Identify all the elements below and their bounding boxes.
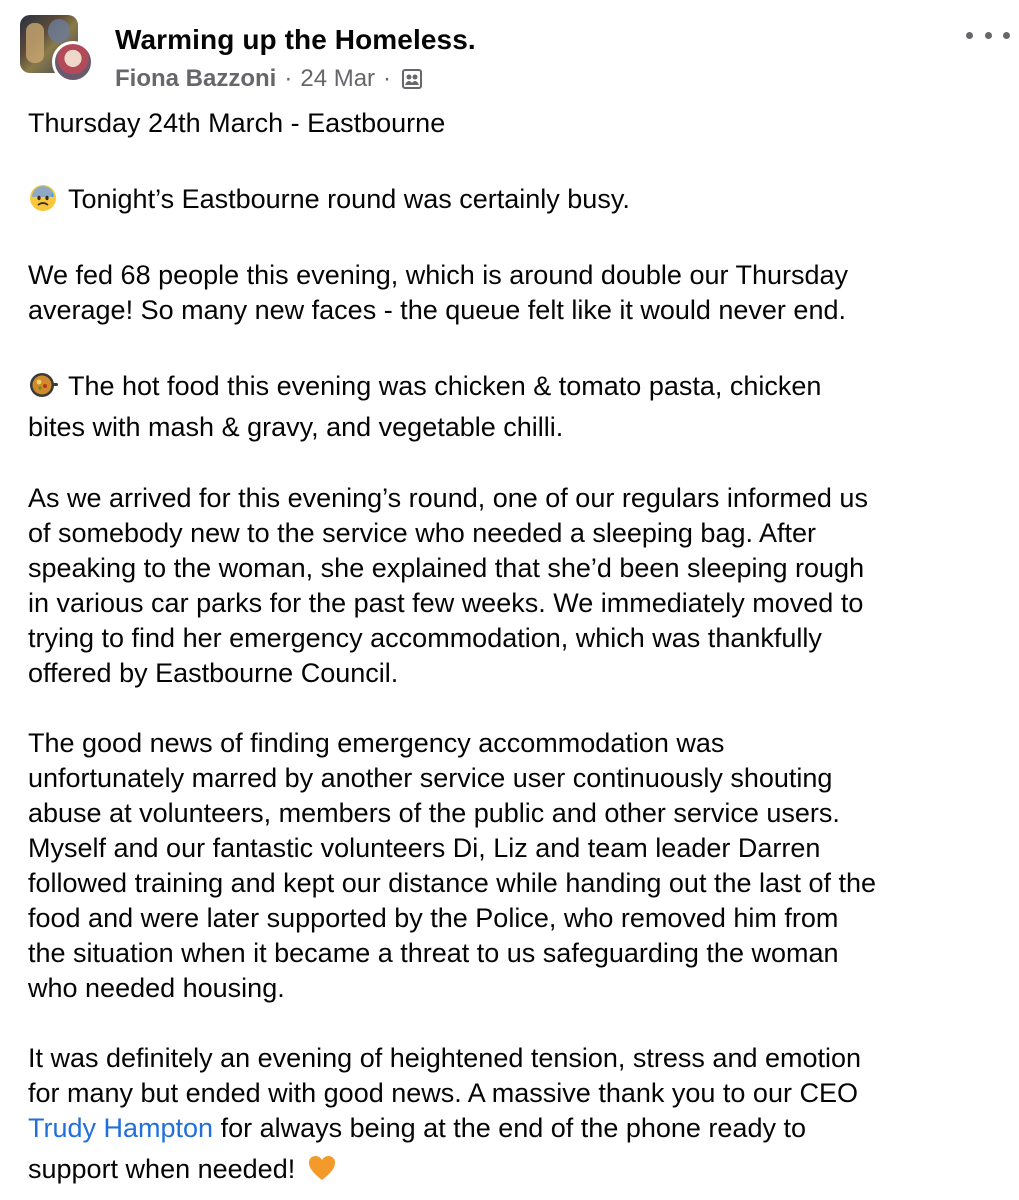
post-line: in various car parks for the past few weeks. We immediately moved to — [28, 588, 864, 618]
more-options-icon — [1003, 32, 1010, 39]
post-line-text: for always being at the end of the phone ready to — [213, 1113, 806, 1143]
post-line: who needed housing. — [28, 973, 285, 1003]
more-options-icon — [966, 32, 973, 39]
post-line: As we arrived for this evening’s round, one of our regulars informed us — [28, 483, 868, 513]
more-options-icon — [985, 32, 992, 39]
meta-separator: · — [284, 65, 293, 92]
post-line: offered by Eastbourne Council. — [28, 658, 399, 688]
post-paragraph — [28, 1041, 1003, 1187]
post-paragraph — [28, 726, 1003, 1006]
post-line: We fed 68 people this evening, which is around double our Thursday — [28, 260, 849, 290]
group-avatar-figure — [26, 23, 44, 63]
post-line: followed training and kept our distance while handing out the last of the — [28, 868, 877, 898]
author-avatar[interactable] — [52, 41, 94, 83]
post-line: the situation when it became a threat to us safeguarding the woman — [28, 938, 839, 968]
post-line: for many but ended with good news. A massive thank you to our CEO — [28, 1078, 858, 1108]
post-line: trying to find her emergency accommodation, which was thankfully — [28, 623, 822, 653]
post-body — [28, 106, 1003, 1187]
meta-separator: · — [383, 65, 392, 92]
group-members-icon — [401, 68, 423, 90]
author-name[interactable]: Fiona Bazzoni — [115, 65, 277, 92]
post-meta — [115, 64, 423, 94]
post-line: food and were later supported by the Police, who removed him from — [28, 903, 839, 933]
post-paragraph — [28, 481, 1003, 691]
post-line: The hot food this evening was chicken & tomato pasta, chicken — [68, 371, 822, 401]
post-line: Tonight’s Eastbourne round was certainly busy. — [68, 184, 630, 214]
mention-link[interactable]: Trudy Hampton — [28, 1113, 214, 1143]
post-line: It was definitely an evening of heightened tension, stress and emotion — [28, 1043, 862, 1073]
orange-heart-icon — [307, 1153, 337, 1183]
post-header — [0, 0, 1019, 100]
anxious-face-with-sweat-icon — [28, 183, 58, 213]
post-line-text: support when needed! — [28, 1154, 296, 1184]
more-options-button[interactable] — [966, 20, 1010, 50]
post-line: of somebody new to the service who needed a sleeping bag. After — [28, 518, 817, 548]
shallow-pan-of-food-icon — [28, 370, 58, 400]
post-paragraph — [28, 369, 1003, 404]
post-line — [28, 1152, 1003, 1187]
post-line — [28, 1111, 1003, 1146]
post-line: speaking to the woman, she explained that she’d been sleeping rough — [28, 553, 865, 583]
group-name[interactable]: Warming up the Homeless. — [115, 24, 476, 55]
post-line: Thursday 24th March - Eastbourne — [28, 108, 446, 138]
post-line: average! So many new faces - the queue felt like it would never end. — [28, 295, 846, 325]
post-line: The good news of finding emergency accommodation was — [28, 728, 725, 758]
post-line: unfortunately marred by another service user continuously shouting — [28, 763, 833, 793]
group-avatar-figure — [48, 19, 70, 43]
post-line: bites with mash & gravy, and vegetable chilli. — [28, 412, 564, 442]
post-paragraph — [28, 182, 1003, 217]
post-line: Myself and our fantastic volunteers Di, Liz and team leader Darren — [28, 833, 821, 863]
post-line: abuse at volunteers, members of the public and other service users. — [28, 798, 840, 828]
post-date[interactable]: 24 Mar — [300, 65, 376, 92]
